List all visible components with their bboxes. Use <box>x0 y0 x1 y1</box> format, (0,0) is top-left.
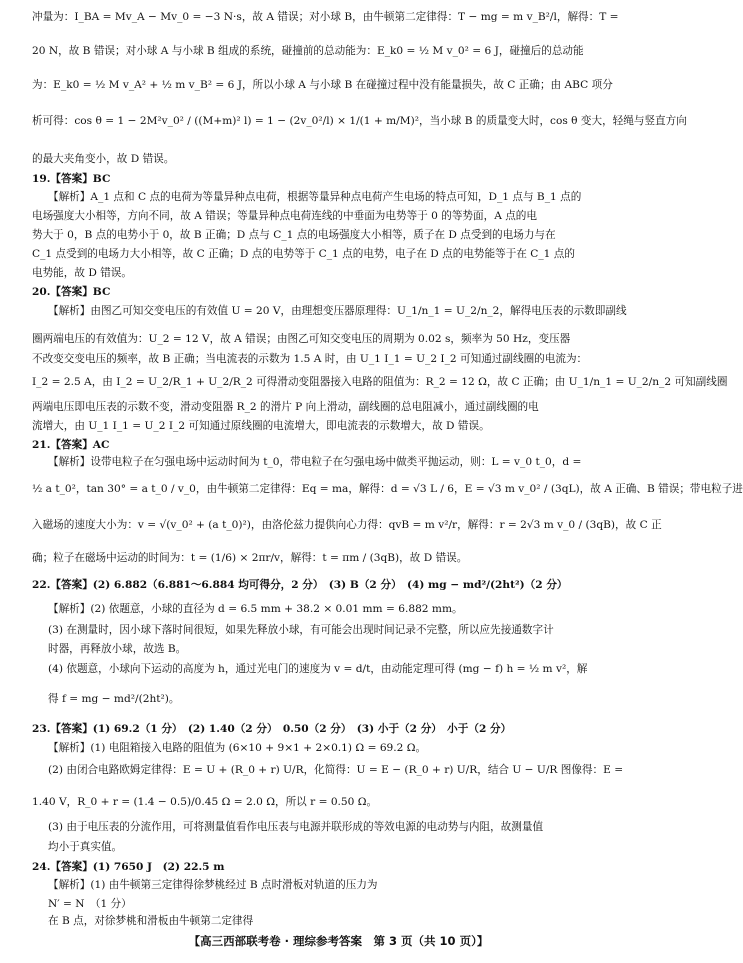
text-line: 均小于真实值。 <box>48 841 123 853</box>
text-line: 为：E_k0 = ½ M v_A² + ½ m v_B² = 6 J，所以小球 A 与小球 B 在碰撞过程中没有能量损失，故 C 正确；由 ABC 项分 <box>32 79 613 91</box>
text-line: 两端电压即电压表的示数不变，滑动变阻器 R_2 的滑片 P 向上滑动，副线圈的总电阻减小，通过副线圈的电 <box>32 401 539 413</box>
text-line: 确；粒子在磁场中运动的时间为：t = (1/6) × 2πr/v，解得：t = πm / (3qB)，故 D 错误。 <box>32 552 468 564</box>
text-line: 【解析】设带电粒子在匀强电场中运动时间为 t_0，带电粒子在匀强电场中做类平抛运动，则：L = v_0 t_0，d = <box>48 456 582 468</box>
text-line: 电场强度大小相等，方向不同，故 A 错误；等量异种点电荷连线的中垂面为电势等于 0 的等势面，A 点的电 <box>32 210 537 222</box>
text-line: 20 N，故 B 错误；对小球 A 与小球 B 组成的系统，碰撞前的总动能为：E_k0 = ½ M v_0² = 6 J，碰撞后的总动能 <box>32 45 584 57</box>
text-line: 冲量为：I_BA = Mv_A − Mv_0 = −3 N·s，故 A 错误；对小球 B，由牛顿第二定律得：T − mg = m v_B²/l，解得：T = <box>32 11 619 23</box>
text-line: 【解析】(2) 依题意，小球的直径为 d = 6.5 mm + 38.2 × 0.01 mm = 6.882 mm。 <box>48 603 463 615</box>
text-line: 得 f = mg − md²/(2ht²)。 <box>48 693 180 705</box>
text-line: 析可得：cos θ = 1 − 2M²v_0² / ((M+m)² l) = 1 − (2v_0²/l) × 1/(1 + m/M)²，当小球 B 的质量变大时，cos θ 变大，轻绳与竖直方向 <box>32 115 687 127</box>
text-line: I_2 = 2.5 A，由 I_2 = U_2/R_1 + U_2/R_2 可得滑动变阻器接入电路的阻值为：R_2 = 12 Ω，故 C 正确；由 U_1/n_1 = U_2/n_2 可知副线圈 <box>32 376 728 388</box>
text-line: 【解析】(1) 由牛顿第三定律得徐梦桃经过 B 点时滑板对轨道的压力为 <box>48 879 378 891</box>
text-line: 23.【答案】(1) 69.2（1 分） (2) 1.40（2 分） 0.50（2 分） (3) 小于（2 分） 小于（2 分） <box>32 723 512 735</box>
text-line: N′ = N （1 分） <box>48 898 132 910</box>
text-line: 圈两端电压的有效值为：U_2 = 12 V，故 A 错误；由图乙可知交变电压的周期为 0.02 s，频率为 50 Hz，变压器 <box>32 333 571 345</box>
text-line: 入磁场的速度大小为：v = √(v_0² + (a t_0)²)，由洛伦兹力提供向心力得：qvB = m v²/r，解得：r = 2√3 m v_0 / (3qB)，故 C 正 <box>32 519 662 531</box>
text-line: 电势能，故 D 错误。 <box>32 267 132 279</box>
text-line: (2) 由闭合电路欧姆定律得：E = U + (R_0 + r) U/R，化简得：U = E − (R_0 + r) U/R，结合 U − U/R 图像得：E = <box>48 764 624 776</box>
text-line: 【解析】由图乙可知交变电压的有效值 U = 20 V，由理想变压器原理得：U_1/n_1 = U_2/n_2，解得电压表的示数即副线 <box>48 305 627 317</box>
text-line: C_1 点受到的电场力大小相等，故 C 正确；D 点的电势等于 C_1 点的电势，电子在 D 点的电势能等于在 C_1 点的 <box>32 248 575 260</box>
text-line: (3) 由于电压表的分流作用，可将测量值看作电压表与电源并联形成的等效电源的电动势与内阻，故测量值 <box>48 821 544 833</box>
text-line: 时器，再释放小球，故选 B。 <box>48 643 187 655</box>
text-line: 【解析】(1) 电阻箱接入电路的阻值为 (6×10 + 9×1 + 2×0.1) Ω = 69.2 Ω。 <box>48 742 427 754</box>
text-line: (3) 在测量时，因小球下落时间很短，如果先释放小球，有可能会出现时间记录不完整，所以应先接通数字计 <box>48 624 554 636</box>
text-line: 的最大夹角变小，故 D 错误。 <box>32 153 175 165</box>
text-line: 19.【答案】BC <box>32 173 111 185</box>
text-line: 24.【答案】(1) 7650 J (2) 22.5 m <box>32 861 225 873</box>
text-line: 在 B 点，对徐梦桃和滑板由牛顿第二定律得 <box>48 915 254 927</box>
text-line: 1.40 V，R_0 + r = (1.4 − 0.5)/0.45 Ω = 2.0 Ω，所以 r = 0.50 Ω。 <box>32 796 378 808</box>
text-line: 不改变交变电压的频率，故 B 正确；当电流表的示数为 1.5 A 时，由 U_1 I_1 = U_2 I_2 可知通过副线圈的电流为： <box>32 353 588 365</box>
text-line: (4) 依题意，小球向下运动的高度为 h，通过光电门的速度为 v = d/t，由动能定理可得 (mg − f) h = ½ m v²，解 <box>48 663 588 675</box>
text-line: 22.【答案】(2) 6.882（6.881～6.884 均可得分，2 分） (3) B（2 分） (4) mg − md²/(2ht²)（2 分） <box>32 579 568 591</box>
text-line: 21.【答案】AC <box>32 439 110 451</box>
text-line: 20.【答案】BC <box>32 286 111 298</box>
page-footer: 【高三西部联考卷 · 理综参考答案 第 3 页（共 10 页）】 <box>188 934 489 948</box>
text-line: 势大于 0，B 点的电势小于 0，故 B 正确；D 点与 C_1 点的电场强度大小相等，质子在 D 点受到的电场力与在 <box>32 229 556 241</box>
text-line: 流增大，由 U_1 I_1 = U_2 I_2 可知通过原线圈的电流增大，即电流表的示数增大，故 D 错误。 <box>32 420 490 432</box>
text-line: ½ a t_0²，tan 30° = a t_0 / v_0，由牛顿第二定律得：Eq = ma，解得：d = √3 L / 6，E = √3 m v_0² / (3qL)，故 A 正确、B 错误；带电粒子进 <box>32 483 743 495</box>
text-line: 【解析】A_1 点和 C 点的电荷为等量异种点电荷，根据等量异种点电荷产生电场的特点可知，D_1 点与 B_1 点的 <box>48 191 582 203</box>
